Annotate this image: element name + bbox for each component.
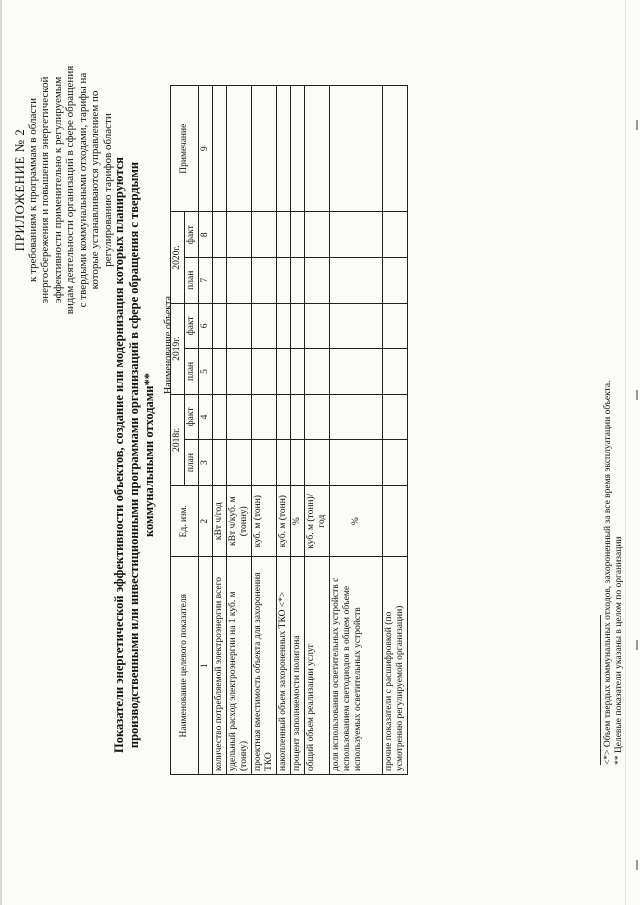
header-plan: план	[185, 349, 199, 395]
indicator-name: удельный расход электроэнергии на 1 куб. м (тонну)	[227, 557, 252, 775]
header-fact: факт	[185, 212, 199, 258]
column-number: 7	[199, 257, 213, 303]
value-cell	[330, 212, 383, 258]
indicators-table	[170, 85, 408, 775]
column-number: 5	[199, 349, 213, 395]
note-cell	[227, 86, 252, 212]
value-cell	[227, 303, 252, 349]
value-cell	[383, 349, 408, 395]
value-cell	[252, 349, 277, 395]
value-cell	[305, 349, 330, 395]
value-cell	[305, 212, 330, 258]
value-cell	[330, 303, 383, 349]
value-cell	[227, 212, 252, 258]
value-cell	[213, 440, 227, 486]
note-cell	[277, 86, 291, 212]
appendix-block	[14, 25, 114, 355]
table-row	[213, 86, 227, 775]
appendix-line: с твердыми коммунальными отходами, тарифы на	[76, 72, 89, 308]
header-fact: факт	[185, 394, 199, 440]
table-row	[277, 86, 291, 775]
value-cell	[291, 257, 305, 303]
appendix-line: энергосбережения и повышения энергетической	[39, 76, 51, 304]
table-row	[227, 86, 252, 775]
header-indicator: Наименование целевого показателя	[171, 557, 199, 775]
value-cell	[213, 303, 227, 349]
appendix-line: эффективности применительно к регулируемым	[51, 76, 64, 304]
indicator-unit: %	[330, 485, 383, 557]
column-number: 8	[199, 212, 213, 258]
value-cell	[213, 349, 227, 395]
note-cell	[305, 86, 330, 212]
appendix-heading: ПРИЛОЖЕНИЕ № 2	[12, 128, 27, 252]
value-cell	[291, 349, 305, 395]
header-note: Примечание	[171, 86, 199, 212]
value-cell	[305, 394, 330, 440]
value-cell	[227, 394, 252, 440]
note-cell	[291, 86, 305, 212]
title-line: Показатели энергетической эффективности объектов, создание или модернизация которых планируются	[112, 157, 126, 753]
value-cell	[277, 257, 291, 303]
value-cell	[383, 212, 408, 258]
note-cell	[330, 86, 383, 212]
object-name-label: Наименование объекта	[163, 296, 174, 394]
value-cell	[305, 440, 330, 486]
value-cell	[305, 303, 330, 349]
indicator-name: проектная вместимость объекта для захоронения ТКО	[252, 557, 277, 775]
indicator-name: доля использования осветительных устройств с использованием светодиодов в общем объеме используемых осветительных устройств	[330, 557, 383, 775]
appendix-line: к требованиям к программам в области	[26, 97, 39, 283]
header-year: 2020г.	[171, 212, 185, 303]
value-cell	[252, 440, 277, 486]
value-cell	[227, 349, 252, 395]
column-number: 1	[199, 557, 213, 775]
indicator-unit: кВт ч/год	[213, 485, 227, 557]
table-row	[252, 86, 277, 775]
header-year: 2019г.	[171, 303, 185, 394]
value-cell	[277, 212, 291, 258]
header-year: 2018г.	[171, 394, 185, 485]
indicator-unit: куб. м (тонн)	[252, 485, 277, 557]
value-cell	[383, 257, 408, 303]
column-number: 3	[199, 440, 213, 486]
note-cell	[383, 86, 408, 212]
indicator-unit: куб. м (тонн)/год	[305, 485, 330, 557]
value-cell	[330, 257, 383, 303]
table-row	[305, 86, 330, 775]
indicator-unit: %	[291, 485, 305, 557]
value-cell	[277, 303, 291, 349]
value-cell	[252, 303, 277, 349]
column-numbers-row	[199, 86, 213, 775]
header-plan: план	[185, 257, 199, 303]
value-cell	[252, 257, 277, 303]
value-cell	[213, 212, 227, 258]
appendix-line: регулированию тарифов области	[101, 113, 114, 267]
footnotes	[600, 165, 625, 765]
footnote: ** Целевые показатели указаны в целом по организации	[614, 536, 624, 765]
header-unit: Ед. изм.	[171, 485, 199, 557]
table-header-row	[171, 86, 185, 775]
value-cell	[305, 257, 330, 303]
column-number: 6	[199, 303, 213, 349]
value-cell	[213, 257, 227, 303]
value-cell	[277, 349, 291, 395]
header-fact: факт	[185, 303, 199, 349]
value-cell	[213, 394, 227, 440]
indicator-name: процент заполняемости полигона	[291, 557, 305, 775]
value-cell	[227, 257, 252, 303]
indicator-name: общий объем реализации услуг	[305, 557, 330, 775]
value-cell	[383, 440, 408, 486]
value-cell	[277, 440, 291, 486]
value-cell	[383, 394, 408, 440]
value-cell	[291, 212, 305, 258]
value-cell	[330, 349, 383, 395]
footnote-divider	[600, 615, 601, 765]
indicator-name: накопленный объем захороненных ТКО <*>	[277, 557, 291, 775]
indicator-unit: куб. м (тонн)	[277, 485, 291, 557]
document-title	[112, 105, 157, 805]
column-number: 9	[199, 86, 213, 212]
appendix-line: которые устанавливаются управлением по	[89, 90, 101, 290]
indicator-name: количество потребляемой электроэнергии всего	[213, 557, 227, 775]
title-line: производственными или инвестиционными программами организаций в сфере обращения с твердыми	[127, 161, 141, 749]
value-cell	[252, 212, 277, 258]
note-cell	[252, 86, 277, 212]
indicator-unit: кВт ч/куб. м (тонну)	[227, 485, 252, 557]
value-cell	[291, 440, 305, 486]
table-row	[330, 86, 383, 775]
title-line: коммунальными отходами**	[142, 373, 156, 537]
column-number: 2	[199, 485, 213, 557]
value-cell	[291, 303, 305, 349]
value-cell	[227, 440, 252, 486]
header-plan: план	[185, 440, 199, 486]
indicator-unit	[383, 485, 408, 557]
value-cell	[383, 303, 408, 349]
note-cell	[213, 86, 227, 212]
table-row	[383, 86, 408, 775]
appendix-line: видам деятельности организаций в сфере обращения	[64, 65, 76, 315]
value-cell	[277, 394, 291, 440]
value-cell	[330, 394, 383, 440]
footnote: <*> Объем твердых коммунальных отходов, захороненный за все время эксплуатации объекта.	[603, 380, 613, 765]
value-cell	[330, 440, 383, 486]
value-cell	[252, 394, 277, 440]
column-number: 4	[199, 394, 213, 440]
indicator-name: прочие показатели с расшифровкой (по усмотрению регулируемой организации)	[383, 557, 408, 775]
value-cell	[291, 394, 305, 440]
table-row	[291, 86, 305, 775]
